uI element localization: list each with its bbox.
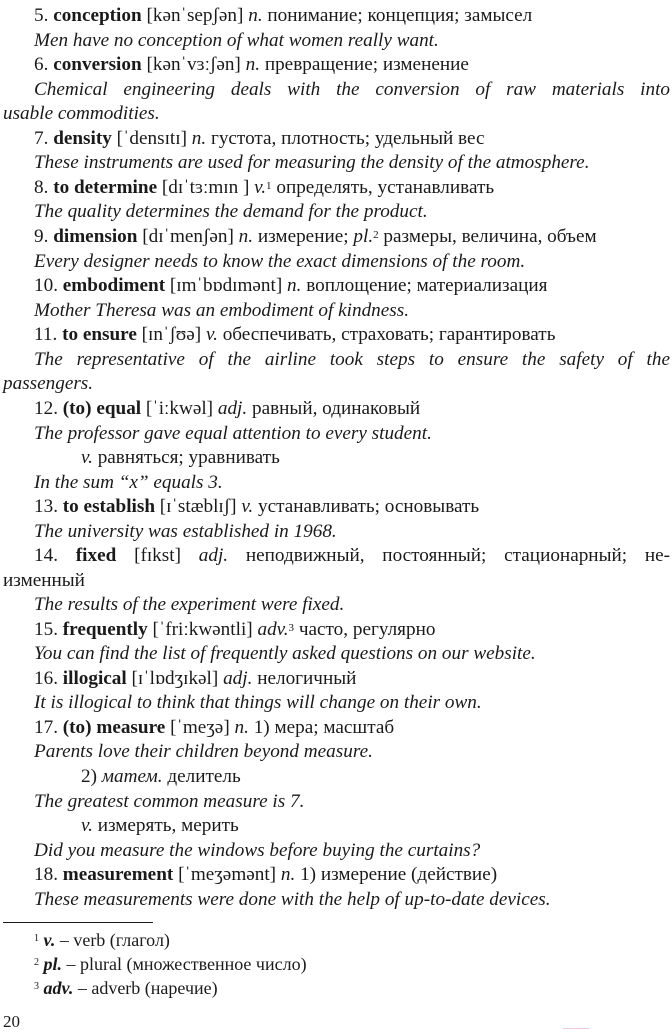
meaning: превращение; изменение xyxy=(264,54,469,75)
transcription: [dɪˈtɜːmɪn ] xyxy=(161,177,250,198)
meaning: делитель xyxy=(167,766,241,787)
example-sentence: The university was established in 1968. xyxy=(34,521,337,542)
example-sentence: These instruments are used for measuring the density of the atmosphere. xyxy=(34,152,590,173)
entry-headline: 15. frequently [ˈfriːkwəntli] adv.$^3$ часто, регулярно xyxy=(34,619,436,640)
headword: illogical xyxy=(62,668,127,689)
meaning: равняться; уравнивать xyxy=(97,447,280,468)
edge-mark xyxy=(563,1028,589,1029)
example-sentence: The representative of the airline took steps to ensure the safety of the xyxy=(34,349,670,370)
meaning: неподвижный, постоянный; стационарный; не- xyxy=(245,545,671,566)
entry-headline: 5. conception [kənˈsepʃən] n. понимание; концепция; замысел xyxy=(34,5,533,26)
example-sentence: Men have no conception of what women really want. xyxy=(34,30,439,51)
headword: (to) equal xyxy=(62,398,142,419)
example-sentence: The quality determines the demand for the product. xyxy=(34,201,428,222)
transcription: [ˈdensɪtɪ] xyxy=(116,128,187,149)
footnote-ref: 3 xyxy=(288,622,295,634)
footnote: $^1$ v. – verb (глагол) xyxy=(34,930,170,950)
example-sentence: Did you measure the windows before buying the curtains? xyxy=(34,840,481,861)
example-sentence: In the sum “x” equals 3. xyxy=(34,472,223,493)
meaning: воплощение; материализация xyxy=(306,275,548,296)
headword: frequently xyxy=(62,619,148,640)
meaning: нелогичный xyxy=(257,668,357,689)
headword: to determine xyxy=(53,177,158,198)
entry-headline: 17. (to) measure [ˈmeʒə] n. 1) мера; масштаб xyxy=(34,717,395,738)
transcription: [kənˈvɜːʃən] xyxy=(146,54,241,75)
headword: embodiment xyxy=(62,275,166,296)
entry-headline: 10. embodiment [ɪmˈbɒdɪmənt] n. воплощение; материализация xyxy=(34,275,548,296)
transcription: [ˈiːkwəl] xyxy=(145,398,214,419)
transcription: [ɪˈstæblɪʃ] xyxy=(159,496,237,517)
headword: fixed xyxy=(75,545,117,566)
example-sentence: Parents love their children beyond measure. xyxy=(34,741,373,762)
headword: dimension xyxy=(53,226,138,247)
meaning: 1) измерение (действие) xyxy=(300,864,498,885)
meaning: измерение; xyxy=(257,226,349,247)
meaning: размеры, величина, объем xyxy=(383,226,597,247)
example-sentence-cont: passengers. xyxy=(3,373,94,394)
transcription: [ˈmeʒəmənt] xyxy=(178,864,277,885)
transcription: [ɪmˈbɒdɪmənt] xyxy=(169,275,283,296)
meaning: понимание; концепция; замысел xyxy=(267,5,533,26)
meaning-cont: изменный xyxy=(3,570,85,591)
example-sentence: You can find the list of frequently asked questions on our website. xyxy=(34,643,536,664)
meaning: обеспечивать, страховать; гарантировать xyxy=(222,324,556,345)
entry-headline: 11. to ensure [ɪnˈʃʊə] v. обеспечивать, страховать; гарантировать xyxy=(34,324,556,345)
transcription: [ɪˈlɒdʒɪkəl] xyxy=(131,668,219,689)
meaning: измерять, мерить xyxy=(97,815,239,836)
page-number: 20 xyxy=(3,1012,20,1031)
transcription: [ˈmeʒə] xyxy=(170,717,230,738)
example-sentence: Chemical engineering deals with the conversion of raw materials into xyxy=(34,79,670,100)
footnote-ref: 2 xyxy=(373,229,379,241)
transcription: [fɪkst] xyxy=(134,545,181,566)
headword: to establish xyxy=(62,496,155,517)
entry-headline: 14. fixed [fɪkst] adj. неподвижный, постоянный; стационарный; не- xyxy=(34,545,671,566)
transcription: [ɪnˈʃʊə] xyxy=(141,324,202,345)
example-sentence: These measurements were done with the help of up-to-date devices. xyxy=(34,889,551,910)
example-sentence: Every designer needs to know the exact dimensions of the room. xyxy=(34,251,526,272)
transcription: [kənˈsepʃən] xyxy=(146,5,244,26)
entry-headline: 9. dimension [dɪˈmenʃən] n. измерение; pl.$^2$ размеры, величина, объем xyxy=(34,226,597,247)
example-sentence: Mother Theresa was an embodiment of kindness. xyxy=(34,300,410,321)
meaning: определять, устанавливать xyxy=(276,177,495,198)
transcription: [ˈfriːkwəntli] xyxy=(152,619,253,640)
footnote-ref: 1 xyxy=(266,180,272,192)
transcription: [dɪˈmenʃən] xyxy=(142,226,234,247)
example-sentence-cont: usable commodities. xyxy=(3,103,160,124)
meaning: часто, регулярно xyxy=(298,619,436,640)
headword: to ensure xyxy=(62,324,137,345)
entry-headline: 13. to establish [ɪˈstæblɪʃ] v. устанавливать; основывать xyxy=(34,496,480,517)
meaning: 1) мера; масштаб xyxy=(253,717,395,738)
example-sentence: The professor gave equal attention to every student. xyxy=(34,423,432,444)
footnote: $^2$ pl. – plural (множественное число) xyxy=(34,954,307,974)
example-sentence: The greatest common measure is 7. xyxy=(34,791,305,812)
entry-headline: 18. measurement [ˈmeʒəmənt] n. 1) измерение (действие) xyxy=(34,864,498,885)
headword: conversion xyxy=(53,54,142,75)
example-sentence: It is illogical to think that things will change on their own. xyxy=(34,692,482,713)
sub-sense: 2) матем. делитель xyxy=(81,766,241,787)
entry-headline: 6. conversion [kənˈvɜːʃən] n. превращение; изменение xyxy=(34,54,469,75)
entry-headline: 12. (to) equal [ˈiːkwəl] adj. равный, одинаковый xyxy=(34,398,421,419)
entry-headline: 16. illogical [ɪˈlɒdʒɪkəl] adj. нелогичный xyxy=(34,668,357,689)
headword: conception xyxy=(53,5,142,26)
example-sentence: The results of the experiment were fixed. xyxy=(34,594,345,615)
sub-sense: v. измерять, мерить xyxy=(81,815,239,836)
sub-sense: v. равняться; уравнивать xyxy=(81,447,280,468)
entry-headline: 7. density [ˈdensɪtɪ] n. густота, плотность; удельный вес xyxy=(34,128,485,149)
footnote-divider xyxy=(3,922,153,923)
entry-headline: 8. to determine [dɪˈtɜːmɪn ] v.$^1$ определять, устанавливать xyxy=(34,177,495,198)
meaning: густота, плотность; удельный вес xyxy=(210,128,485,149)
headword: measurement xyxy=(62,864,174,885)
meaning: равный, одинаковый xyxy=(251,398,421,419)
footnote: $^3$ adv. – adverb (наречие) xyxy=(34,978,218,998)
meaning: устанавливать; основывать xyxy=(258,496,480,517)
headword: density xyxy=(53,128,112,149)
headword: (to) measure xyxy=(62,717,166,738)
